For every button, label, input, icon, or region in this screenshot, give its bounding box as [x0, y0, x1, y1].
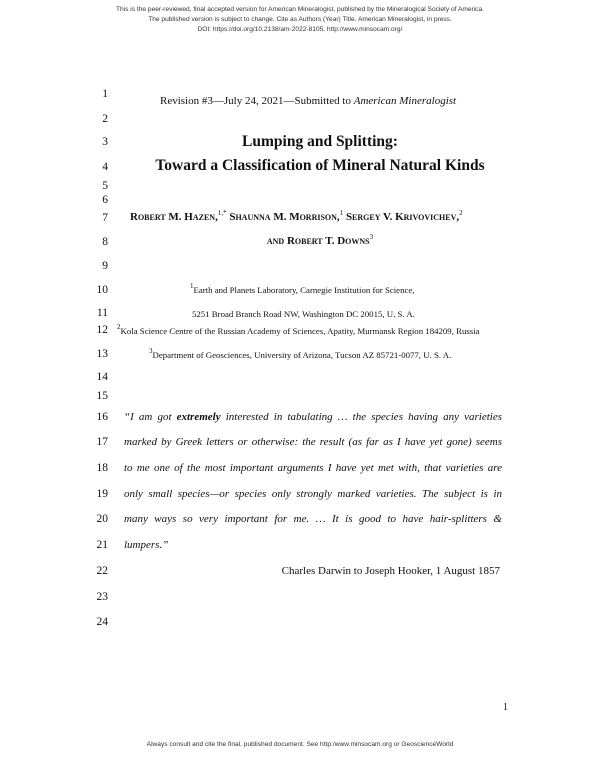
line-number: 24: [96, 616, 108, 628]
affiliation-2: [117, 324, 480, 338]
quote-line-2: marked by Greek letters or otherwise: the result (as far as I have yet gone) seems: [124, 436, 502, 448]
header-line-1: This is the peer-reviewed, final accepted version for American Mineralogist, published by the Mineralogical Society of America.: [116, 6, 484, 13]
line-number: 7: [102, 212, 108, 224]
quote-attribution: Charles Darwin to Joseph Hooker, 1 August 1857: [281, 565, 500, 577]
footer-notice: Always consult and cite the final, published document. See http:/www.minsocam.org or GeoscienceWorld: [146, 741, 454, 748]
author-and: and: [266, 235, 285, 247]
paper-title-line-2: Toward a Classification of Mineral Natural Kinds: [155, 157, 485, 174]
quote-text: “I am got: [124, 411, 177, 423]
affiliation-text: Earth and Planets Laboratory, Carnegie Institution for Science,: [193, 285, 415, 295]
line-number: 9: [102, 260, 108, 272]
quote-text: interested in tabulating … the species having any varieties: [220, 411, 502, 423]
line-number: 10: [96, 284, 108, 296]
revision-journal: American Mineralogist: [353, 95, 457, 107]
line-number: 23: [96, 591, 108, 603]
author-name: Shaunna M. Morrison,: [229, 211, 340, 223]
line-number: 17: [96, 436, 108, 448]
affiliation-text: Department of Geosciences, University of Arizona, Tucson AZ 85721-0077, U. S. A.: [152, 350, 452, 360]
author-sup: 1: [339, 209, 344, 217]
line-number: 11: [96, 307, 108, 319]
author-sup: 2: [459, 209, 463, 217]
author-sup: 1,*: [217, 209, 227, 217]
author-name: Robert T. Downs: [286, 235, 370, 247]
line-number: 6: [102, 194, 108, 206]
line-number: 1: [102, 88, 108, 100]
line-number: 5: [102, 180, 108, 192]
quote-line-3: to me one of the most important arguments I have yet met with, that varieties are: [124, 462, 502, 474]
line-number: 14: [96, 371, 108, 383]
revision-line: [160, 94, 456, 108]
affiliation-sup: 1: [190, 282, 194, 290]
quote-line-1: [124, 410, 502, 424]
line-number: 19: [96, 488, 108, 500]
line-number: 20: [96, 513, 108, 525]
line-number: 8: [102, 236, 108, 248]
line-number: 18: [96, 462, 108, 474]
line-number: 2: [102, 113, 108, 125]
line-number: 3: [102, 136, 108, 148]
header-line-2: The published version is subject to change. Cite as Authors (Year) Title. American Mineralogist, in press.: [148, 16, 452, 23]
affiliation-text: Kola Science Centre of the Russian Academy of Sciences, Apatity, Murmansk Region 184209, Russia: [120, 326, 480, 336]
quote-line-6: lumpers.”: [124, 539, 169, 551]
header-doi: DOI: https://doi.org/10.2138/am-2022-8105. http://www.minsocam.org/: [197, 26, 403, 33]
line-number: 12: [96, 324, 108, 336]
line-number: 22: [96, 565, 108, 577]
affiliation-1-address: 5251 Broad Branch Road NW, Washington DC 20015, U. S. A.: [192, 309, 415, 319]
affiliation-3: [149, 348, 451, 362]
affiliation-sup: 2: [117, 323, 121, 331]
author-name: Robert M. Hazen,: [130, 211, 218, 223]
line-number: 4: [102, 161, 108, 173]
quote-line-5: many ways so very important for me. … It is good to have hair-splitters &: [124, 513, 502, 525]
page-number: 1: [503, 702, 508, 713]
author-name: Sergey V. Krivovichev,: [345, 211, 460, 223]
line-number: 16: [96, 411, 108, 423]
author-sup: 3: [369, 233, 374, 241]
line-number: 13: [96, 348, 108, 360]
author-line-1: [130, 210, 463, 224]
paper-title-line-1: Lumping and Splitting:: [242, 133, 398, 150]
revision-prefix: Revision #3—July 24, 2021—Submitted to: [160, 95, 354, 107]
affiliation-sup: 3: [149, 347, 153, 355]
line-number: 15: [96, 390, 108, 402]
affiliation-1: [190, 283, 415, 297]
line-number: 21: [96, 539, 108, 551]
author-line-2: [110, 234, 530, 248]
quote-emphasis: extremely: [176, 411, 221, 423]
quote-line-4: only small species—or species only strongly marked varieties. The subject is in: [124, 488, 502, 500]
